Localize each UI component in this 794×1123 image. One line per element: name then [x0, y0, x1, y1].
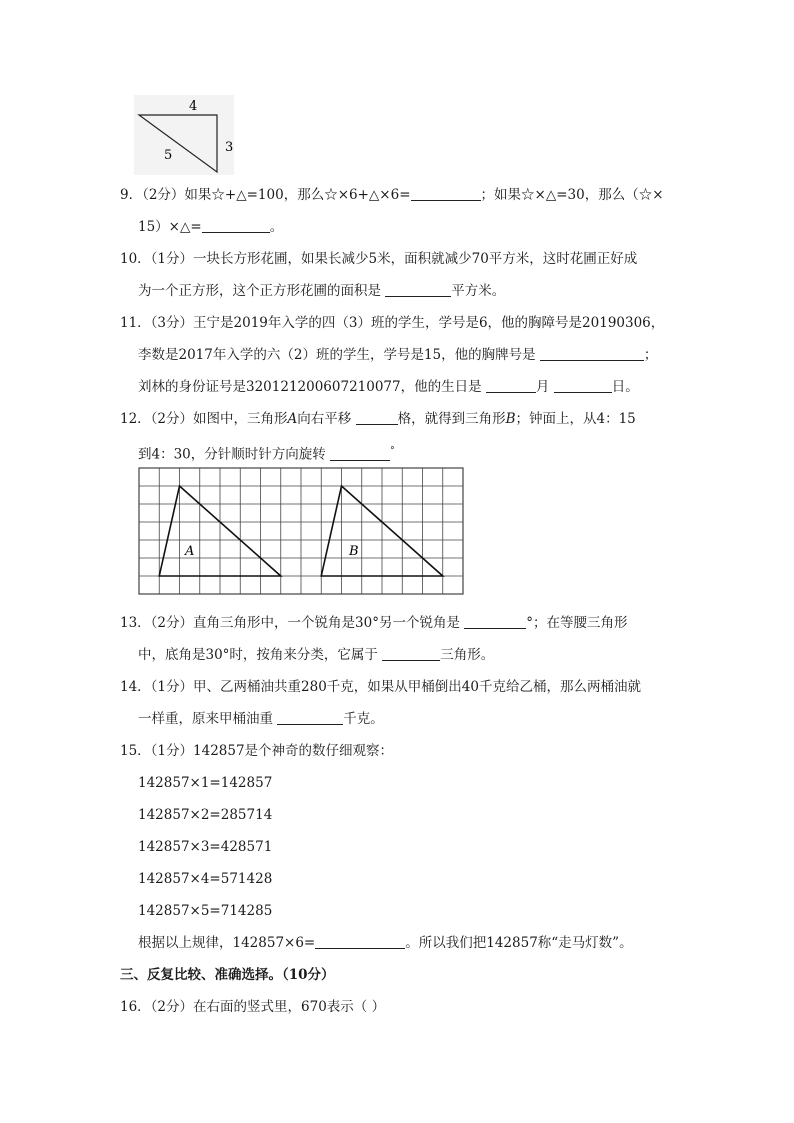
q13-line1: [120, 613, 628, 633]
right-triangle-figure: [134, 95, 234, 175]
q13-blank-1[interactable]: [464, 614, 526, 629]
q13-line2: [138, 645, 494, 665]
q14-text-b: 千克。: [343, 711, 384, 727]
q13-text-c: 中，底角是30°时，按角来分类，它属于: [138, 647, 378, 663]
q14-blank[interactable]: [277, 710, 343, 725]
q11-blank-month[interactable]: [486, 378, 536, 393]
q11-text-c: 刘林的身份证号是320121200607210077，他的生日是: [138, 379, 482, 395]
section-3-heading: 三、反复比较、准确选择。（10分）: [120, 967, 335, 983]
q15-eq-1: 142857×1=142857: [138, 775, 273, 791]
q9-text-a: 9．（2分）如果☆+△=100，那么☆×6+△×6=: [120, 187, 411, 203]
q16-line: 16．（2分）在右面的竖式里，670表示（ ）: [120, 999, 386, 1015]
q15-eq-2: 142857×2=285714: [138, 807, 273, 823]
grid-figure: [138, 467, 466, 597]
q11-text-e: 日。: [611, 379, 639, 395]
q11-line3: [138, 377, 639, 397]
q15-text-a: 根据以上规律，142857×6=: [138, 935, 316, 951]
q13-blank-2[interactable]: [382, 646, 440, 661]
q12-degree: °: [390, 446, 395, 456]
q12-label-a: A: [287, 411, 298, 427]
q12-blank-2[interactable]: [330, 446, 390, 461]
q9-blank-2[interactable]: [202, 218, 270, 233]
q9-line2: [138, 217, 283, 237]
q12-text-d: ；钟面上，从4：15: [515, 411, 636, 427]
q9-blank-1[interactable]: [411, 186, 481, 201]
q9-text-b: ；如果☆×△=30，那么（☆×: [480, 187, 664, 203]
q10-line2: [138, 281, 505, 301]
side-label-top: 4: [189, 99, 198, 114]
q11-blank-1[interactable]: [540, 346, 644, 361]
q11-text-d: 月: [535, 379, 550, 395]
q15-blank[interactable]: [315, 934, 405, 949]
q15-line1: 15．（1分）142857是个神奇的数仔细观察：: [120, 743, 394, 759]
q14-text-a: 一样重，原来甲桶油重: [138, 711, 273, 727]
q15-eq-5: 142857×5=714285: [138, 903, 273, 919]
q11-text-b: ；: [643, 347, 658, 363]
q12-line2: [138, 441, 395, 465]
q15-eq-3: 142857×3=428571: [138, 839, 273, 855]
q12-blank-1[interactable]: [356, 410, 398, 425]
q12-text-b: 向右平移: [297, 411, 352, 427]
q9-line1: [120, 185, 664, 205]
triangle-a-label: A: [185, 544, 195, 559]
q9-text-c: 15）×△=: [138, 219, 202, 235]
q14-line2: [138, 709, 384, 729]
q12-line1: [120, 409, 636, 429]
q13-text-a: 13．（2分）直角三角形中，一个锐角是30°另一个锐角是: [120, 615, 460, 631]
q15-last-line: [138, 933, 633, 953]
q11-text-a: 李数是2017年入学的六（2）班的学生，学号是15，他的胸牌号是: [138, 347, 536, 363]
q10-text-b: 平方米。: [451, 283, 506, 299]
side-label-right: 3: [225, 140, 234, 155]
q11-line2: [138, 345, 657, 365]
q13-text-b: °；在等腰三角形: [526, 615, 628, 631]
q12-text-e: 到4：30，分针顺时针方向旋转: [138, 446, 326, 463]
q12-text-c: 格，就得到三角形: [397, 411, 506, 427]
q15-eq-4: 142857×4=571428: [138, 871, 273, 887]
q14-line1: 14．（1分）甲、乙两桶油共重280千克，如果从甲桶倒出40千克给乙桶，那么两桶油就: [120, 679, 641, 695]
q10-text-a: 为一个正方形，这个正方形花圃的面积是: [138, 283, 381, 299]
q12-label-b: B: [505, 411, 516, 427]
q9-text-d: 。: [269, 219, 284, 235]
triangle-b-label: B: [349, 544, 359, 559]
grid-lines: [139, 468, 463, 594]
q10-blank[interactable]: [385, 282, 451, 297]
q13-text-d: 三角形。: [440, 647, 495, 663]
q10-line1: 10．（1分）一块长方形花圃，如果长减少5米，面积就减少70平方米，这时花圃正好成: [120, 251, 638, 267]
q11-blank-day[interactable]: [554, 378, 612, 393]
side-label-hyp: 5: [164, 148, 173, 163]
q12-text-a: 12．（2分）如图中，三角形: [120, 411, 288, 427]
q15-text-b: 。所以我们把142857称“走马灯数”。: [405, 935, 633, 951]
q11-line1: 11．（3分）王宁是2019年入学的四（3）班的学生，学号是6，他的胸障号是20190306，: [120, 315, 665, 331]
